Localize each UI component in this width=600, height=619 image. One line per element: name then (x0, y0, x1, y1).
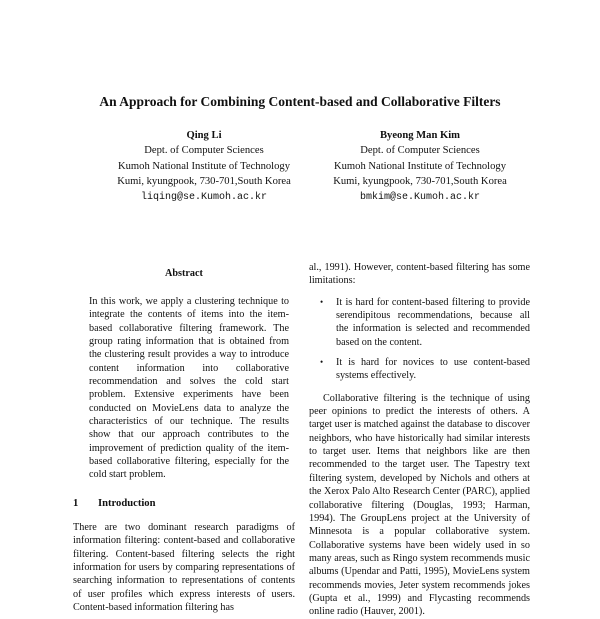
abstract-text: In this work, we apply a clustering technique to integrate the contents of items into the item-based collaborative filtering framework. The group rating information that is obtained from the clustering result provides a way to introduce content information into collaborative recommendation and solves the cold start problem. Extensive experiments have been conducted on MovieLens data to analyze the characteristics of our technique. The results show that our approach contributes to the improvement of prediction quality of the item-based collaborative filtering, especially for the cold start problem. (89, 296, 289, 481)
list-item (309, 296, 530, 349)
author-address: Kumi, kyungpook, 730-701,South Korea (333, 176, 507, 188)
author-name: Byeong Man Kim (379, 130, 461, 141)
abstract-heading: Abstract (165, 268, 203, 279)
limitations-list (309, 296, 530, 383)
list-item-text: It is hard for content-based filtering to provide serendipitous recommendations, because all the information is selected and recommended based on the content. (336, 296, 530, 348)
author-email: bmkim@se.Kumoh.ac.kr (359, 191, 481, 203)
author-address: Kumi, kyungpook, 730-701,South Korea (117, 176, 291, 188)
author-block-2 (300, 128, 540, 205)
bullet-icon: • (320, 357, 324, 368)
paper-title: An Approach for Combining Content-based and Collaborative Filters (99, 94, 501, 109)
author-institution: Kumoh National Institute of Technology (333, 160, 507, 172)
list-item (309, 356, 530, 383)
section-number: 1 (73, 497, 79, 509)
right-column (309, 261, 530, 619)
author-email: liqing@se.Kumoh.ac.kr (140, 191, 268, 203)
author-dept: Dept. of Computer Sciences (360, 145, 480, 157)
section-heading-introduction (73, 498, 295, 509)
author-institution: Kumoh National Institute of Technology (117, 160, 291, 172)
section-title: Introduction (98, 497, 156, 509)
left-column (73, 262, 295, 614)
author-block-1 (84, 128, 324, 205)
list-item-text: It is hard for novices to use content-based systems effectively. (336, 357, 530, 382)
continuation-paragraph: al., 1991). However, content-based filtering has some limitations: (309, 262, 530, 287)
bullet-icon: • (320, 296, 324, 307)
author-name: Qing Li (186, 130, 222, 141)
author-dept: Dept. of Computer Sciences (144, 145, 264, 157)
collaborative-filtering-paragraph: Collaborative filtering is the technique of using peer opinions to predict the interests of others. A target user is matched against the database to discover neighbors, who have historically had similar interests to target user. Items that neighbors like are then recommended to the target user. The Tapestry text filtering system, developed by Nichols and others at the Xerox Palo Alto Research Center (PARC), applied collaborative filtering (Douglas, 1993; Harman, 1994). The GroupLens project at the University of Minnesota is a popular collaborative system. Collaborative systems have been widely used in so many areas, such as Ringo system recommends music albums (Upendar and Patti, 1995), MovieLens system recommends movies, Jeter system recommends jokes (Gupta et al., 1999) and Flycasting recommends online radio (Hauver, 2001). (309, 392, 530, 618)
introduction-paragraph: There are two dominant research paradigms of information filtering: content-based and collaborative filtering. Content-based filtering selects the right information for users by comparing representations of searching information to representations of contents of user profiles which express interests of users. Content-based information filtering has (73, 521, 295, 613)
